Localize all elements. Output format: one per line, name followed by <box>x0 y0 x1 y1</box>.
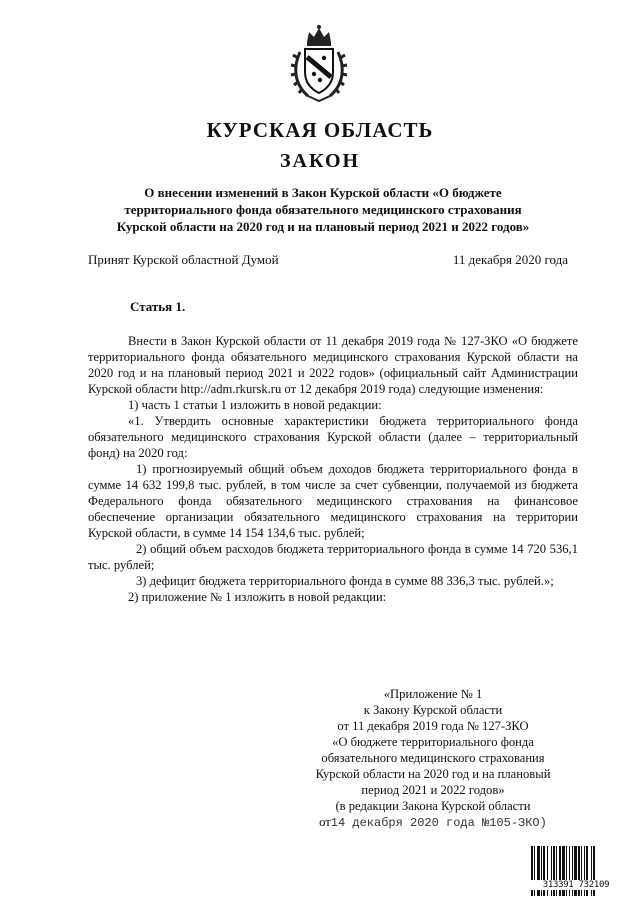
article-body <box>88 333 578 605</box>
article-heading: Статья 1. <box>130 299 186 314</box>
annex-date-prefix: от <box>319 815 331 829</box>
body-paragraph: 2) общий объем расходов бюджета территориального фонда в сумме 14 720 536,1 тыс. рублей; <box>88 542 578 572</box>
annex-line: (в редакции Закона Курской области <box>335 799 531 813</box>
region-title: КУРСКАЯ ОБЛАСТЬ <box>206 118 434 142</box>
annex-line: обязательного медицинского страхования <box>321 751 545 765</box>
annex-header <box>288 686 578 831</box>
annex-line: к Закону Курской области <box>363 703 503 717</box>
adopted-by: Принят Курской областной Думой <box>88 252 279 267</box>
body-paragraph: 1) прогнозируемый общий объем доходов бюджета территориального фонда в сумме 14 632 199,8 тыс. рублей, в том числе за счет субвенции, получаемой из бюджета Федерального фонда обязательного медицинского страхования на финансовое обеспечение организации обязательного медицинского страхования на территории Курской области, в сумме 14 154 134,6 тыс. рублей; <box>88 462 578 540</box>
annex-line: «Приложение № 1 <box>383 687 483 701</box>
adoption-line <box>88 252 568 268</box>
subject-line: О внесении изменений в Закон Курской области «О бюджете <box>144 185 502 200</box>
adoption-date: 11 декабря 2020 года <box>452 252 568 267</box>
body-paragraph: Внести в Закон Курской области от 11 декабря 2019 года № 127-ЗКО «О бюджете территориального фонда обязательного медицинского страхования Курской области на 2020 год и на плановый период 2021 и 2022 годов» (официальный сайт Администрации Курской области http://adm.rkursk.ru от 12 декабря 2019 года) следующие изменения: <box>88 334 578 396</box>
annex-line <box>288 814 578 831</box>
subject-line: территориального фонда обязательного медицинского страхования <box>124 202 522 217</box>
barcode-number: 313391 732109 <box>528 880 624 890</box>
document-type-title: ЗАКОН <box>279 150 361 172</box>
law-subject <box>88 184 558 235</box>
annex-line: период 2021 и 2022 годов» <box>361 783 505 797</box>
annex-line: «О бюджете территориального фонда <box>332 735 534 749</box>
body-paragraph: 3) дефицит бюджета территориального фонда в сумме 88 336,3 тыс. рублей.»; <box>136 574 554 588</box>
annex-line: от 11 декабря 2019 года № 127-ЗКО <box>337 719 529 733</box>
subject-line: Курской области на 2020 год и на плановый период 2021 и 2022 годов» <box>116 219 530 234</box>
body-paragraph: 2) приложение № 1 изложить в новой редакции: <box>128 590 387 604</box>
body-paragraph: 1) часть 1 статьи 1 изложить в новой редакции: <box>128 398 382 412</box>
annex-line: Курской области на 2020 год и на плановый <box>315 767 551 781</box>
body-paragraph: «1. Утвердить основные характеристики бюджета территориального фонда обязательного медицинского страхования Курской области (далее – территориальный фонд) на 2020 год: <box>88 414 578 460</box>
coat-of-arms-emblem <box>290 22 348 104</box>
annex-date-stamp: 14 декабря 2020 года №105-ЗКО) <box>330 816 547 830</box>
